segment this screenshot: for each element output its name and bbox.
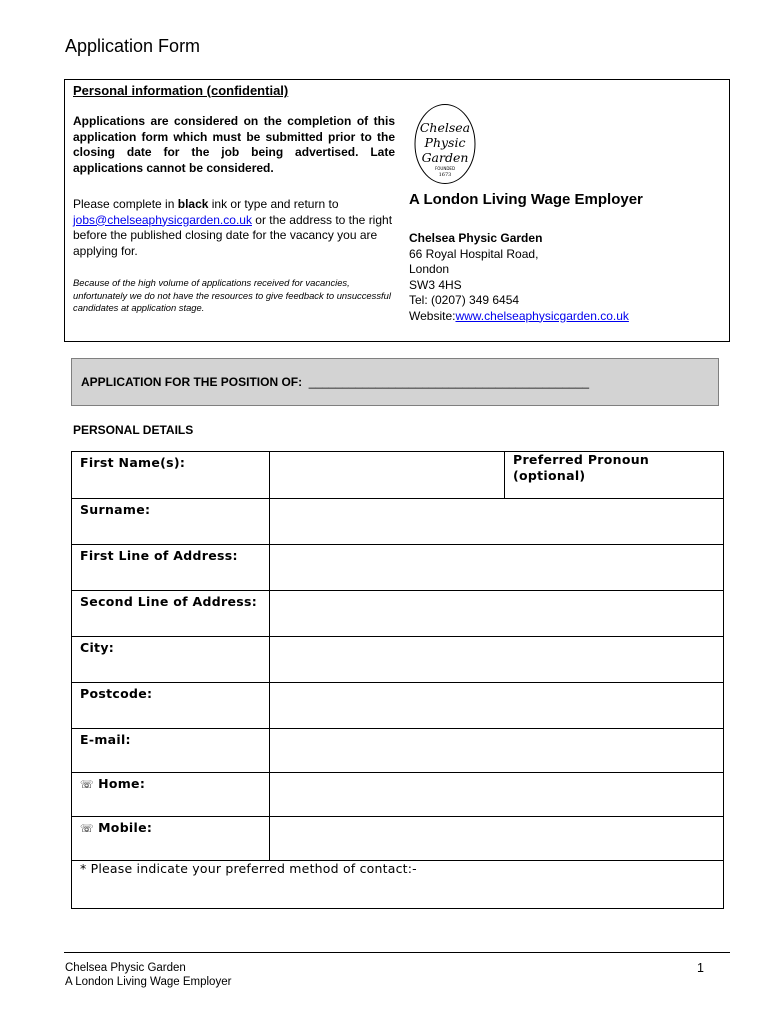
address-postcode: SW3 4HS (409, 277, 462, 292)
footer-divider (64, 952, 730, 953)
address-organisation: Chelsea Physic Garden (409, 231, 543, 245)
instructions-prefix: Please complete in (73, 197, 178, 211)
logo-line-year: 1673 (438, 172, 452, 178)
footer-text (65, 961, 231, 989)
email-label: E-mail: (72, 729, 270, 773)
surname-label: Surname: (72, 499, 270, 545)
address-line2-label: Second Line of Address: (72, 591, 270, 637)
page-title: Application Form (65, 36, 201, 56)
personal-details-title: PERSONAL DETAILS (73, 423, 194, 437)
logo-line-founded: FOUNDED (434, 166, 456, 171)
position-label (81, 375, 589, 389)
logo-line-physic: Physic (424, 135, 466, 150)
address-line2-field[interactable] (270, 591, 724, 637)
position-applied-for-box (71, 358, 719, 406)
table-row (72, 817, 724, 861)
table-row (72, 683, 724, 729)
address-website-row (409, 309, 629, 325)
website-label: Website: (409, 308, 456, 323)
feedback-note: Because of the high volume of applications received for vacancies, unfortunately we do not have the resources to give feedback to unsuccessful candidates at application stage. (73, 277, 391, 313)
table-row (72, 637, 724, 683)
email-field[interactable] (270, 729, 724, 773)
instructions-bold: black (177, 197, 209, 211)
chelsea-physic-garden-logo (413, 103, 477, 185)
application-notice: Applications are considered on the completion of this application form which must be submitted prior to the closing date for the job being advertised. Late applications cannot be considered. (73, 114, 395, 175)
surname-field[interactable] (270, 499, 724, 545)
preferred-contact-method-field[interactable]: * Please indicate your preferred method of contact:- (72, 861, 724, 909)
first-name-label: First Name(s): (72, 452, 270, 499)
website-link[interactable]: www.chelseaphysicgarden.co.uk (455, 308, 629, 323)
logo-line-chelsea: Chelsea (419, 120, 471, 135)
completion-instructions (73, 197, 397, 259)
table-row (72, 591, 724, 637)
telephone-icon: ☏ (80, 822, 95, 835)
table-row (72, 773, 724, 817)
instructions-suffix: or the address to the right before the published closing date for the vacancy you are applying for. (73, 212, 393, 258)
mobile-phone-field[interactable] (270, 817, 724, 861)
address-telephone: Tel: (0207) 349 6454 (409, 293, 520, 307)
table-row (72, 545, 724, 591)
personal-information-box (64, 79, 730, 342)
address-city: London (409, 262, 450, 276)
mobile-phone-label-text: Mobile: (98, 820, 153, 835)
living-wage-headline: A London Living Wage Employer (409, 191, 643, 208)
jobs-email-link[interactable]: jobs@chelseaphysicgarden.co.uk (73, 212, 252, 227)
home-phone-label-text: Home: (98, 776, 146, 791)
mobile-phone-label (72, 817, 270, 861)
personal-information-heading: Personal information (confidential) (73, 83, 289, 98)
city-field[interactable] (270, 637, 724, 683)
home-phone-label (72, 773, 270, 817)
address-line1-label: First Line of Address: (72, 545, 270, 591)
table-row (72, 499, 724, 545)
first-name-field[interactable] (270, 452, 505, 499)
preferred-pronoun-field[interactable]: Preferred Pronoun (optional) (505, 452, 724, 499)
position-label-text: APPLICATION FOR THE POSITION OF: (81, 375, 303, 389)
instructions-mid: ink or type and return to (208, 197, 339, 211)
page-number: 1 (697, 961, 704, 975)
personal-details-table (71, 451, 724, 909)
postcode-label: Postcode: (72, 683, 270, 729)
city-label: City: (72, 637, 270, 683)
position-blank-line[interactable]: __________________________________________ (308, 375, 590, 389)
postcode-field[interactable] (270, 683, 724, 729)
garden-address (409, 231, 629, 324)
footer-tagline: A London Living Wage Employer (65, 976, 232, 988)
logo-line-garden: Garden (421, 150, 469, 165)
telephone-icon: ☏ (80, 778, 95, 791)
home-phone-field[interactable] (270, 773, 724, 817)
address-street: 66 Royal Hospital Road, (409, 246, 539, 261)
table-row (72, 729, 724, 773)
table-row (72, 861, 724, 909)
footer-organisation: Chelsea Physic Garden (65, 962, 186, 974)
address-line1-field[interactable] (270, 545, 724, 591)
table-row (72, 452, 724, 499)
